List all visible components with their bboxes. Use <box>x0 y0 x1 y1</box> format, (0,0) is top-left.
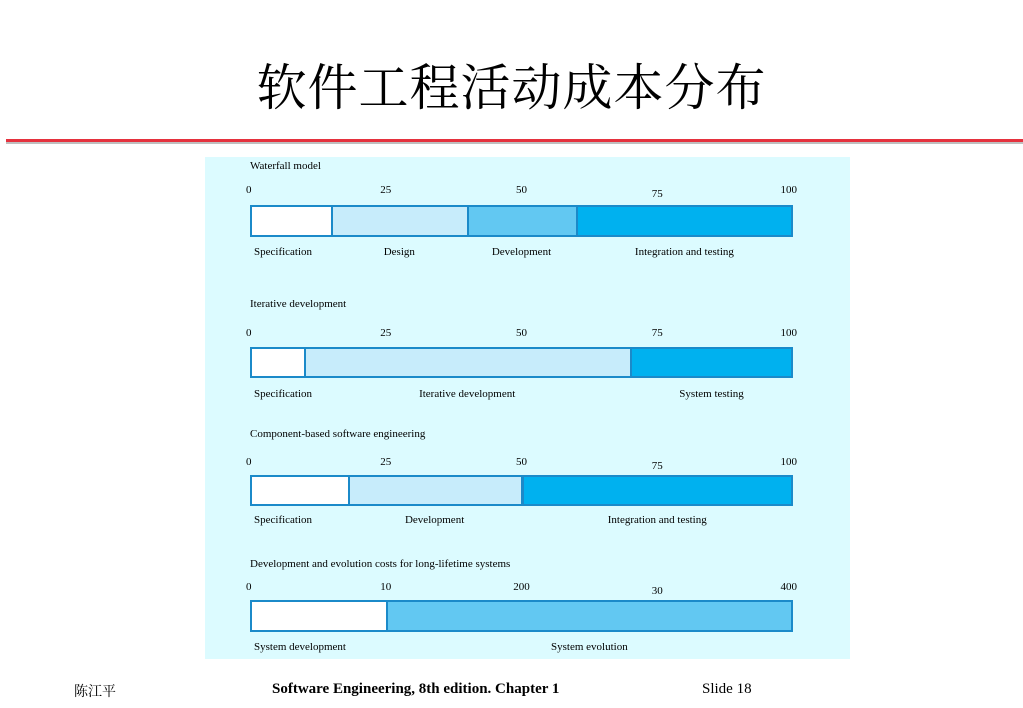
tick-label: 30 <box>651 585 663 597</box>
tick-label: 0 <box>246 581 252 593</box>
tick-label: 75 <box>651 460 663 472</box>
tick-label: 50 <box>516 184 527 196</box>
chart-title: Development and evolution costs for long-lifetime systems <box>250 558 511 570</box>
tick-label: 25 <box>380 184 392 196</box>
tick-label: 25 <box>380 456 392 468</box>
bar-segment <box>304 347 632 378</box>
footer-course: Software Engineering, 8th edition. Chapter 1 <box>272 681 560 697</box>
bar-segment <box>467 205 578 237</box>
segment-label: Design <box>383 246 415 258</box>
segment-label: Development <box>491 246 552 258</box>
bar-segment <box>386 600 793 632</box>
bar-segment <box>630 347 793 378</box>
segment-label: Specification <box>254 388 313 400</box>
footer-slide-number: Slide 18 <box>702 681 752 697</box>
bar-segment <box>250 475 350 506</box>
segment-label: Development <box>404 514 465 526</box>
slide-title: 软件工程活动成本分布 <box>256 59 767 117</box>
footer-author: 陈江平 <box>74 684 116 700</box>
tick-label: 100 <box>780 184 797 196</box>
segment-label: System development <box>254 641 346 653</box>
segment-label: Iterative development <box>419 388 516 400</box>
tick-label: 100 <box>780 327 797 339</box>
tick-label: 10 <box>380 581 392 593</box>
tick-label: 100 <box>780 456 797 468</box>
bar-segment <box>250 205 333 237</box>
segment-label: System evolution <box>551 641 628 653</box>
bar-segment <box>250 600 388 632</box>
tick-label: 0 <box>246 184 252 196</box>
chart-title: Waterfall model <box>250 160 321 172</box>
tick-label: 75 <box>651 327 663 339</box>
chart-title: Component-based software engineering <box>250 428 426 440</box>
bar-segment <box>348 475 524 506</box>
tick-label: 50 <box>516 327 527 339</box>
bar-segment <box>331 205 469 237</box>
bar-segment <box>576 205 793 237</box>
segment-label: Integration and testing <box>607 514 707 526</box>
chart-title: Iterative development <box>250 298 347 310</box>
segment-label: Integration and testing <box>634 246 734 258</box>
tick-label: 0 <box>246 456 252 468</box>
segment-label: Specification <box>254 514 313 526</box>
tick-label: 400 <box>780 581 797 593</box>
segment-label: System testing <box>679 388 744 400</box>
bar-segment <box>250 347 306 378</box>
tick-label: 50 <box>516 456 527 468</box>
bar-segment <box>522 475 794 506</box>
tick-label: 75 <box>651 188 663 200</box>
tick-label: 200 <box>513 581 530 593</box>
title-rule-shadow <box>6 142 1023 144</box>
tick-label: 0 <box>246 327 252 339</box>
segment-label: Specification <box>254 246 313 258</box>
diagram-panel <box>205 157 850 659</box>
tick-label: 25 <box>380 327 392 339</box>
